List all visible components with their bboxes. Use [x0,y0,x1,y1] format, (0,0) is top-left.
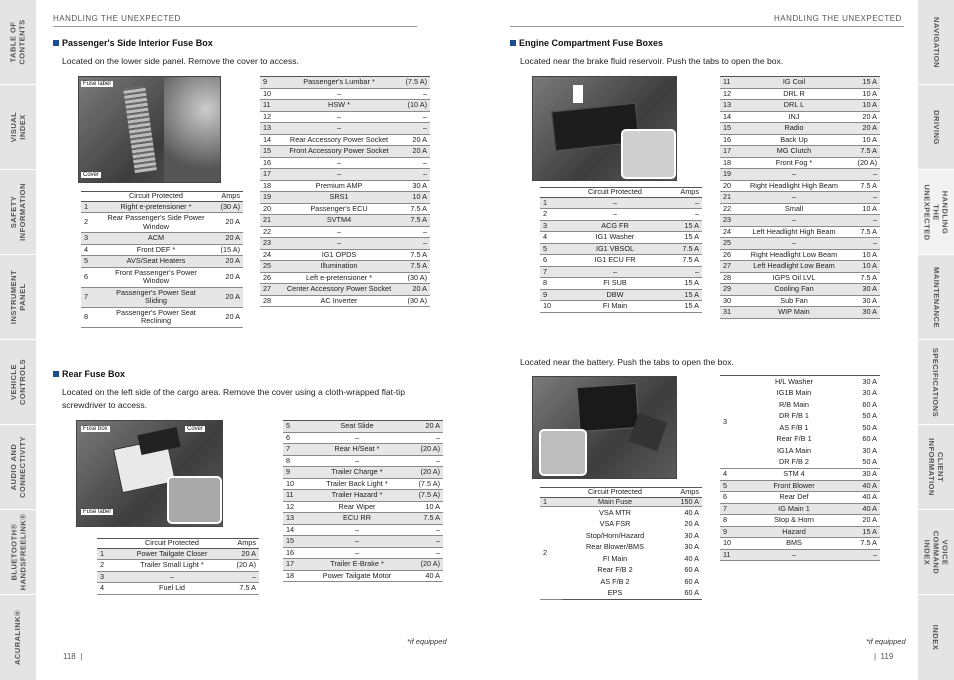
table-header: Circuit Protected Amps [81,192,243,202]
battery-fuse-table-1 [540,487,702,600]
passenger-fuse-table-2 [260,76,430,307]
table-row: 1 – – [540,197,702,209]
table-row: 18 Front Fog * (20 A) [720,157,880,169]
table-row: EPS 60 A [540,588,702,600]
table-row: IG1A Main 30 A [776,445,877,455]
fuse-box-callout: Fuse box [83,426,108,432]
table-row: 28 AC Inverter (30 A) [260,295,430,307]
tab-audio-connectivity[interactable]: AUDIO AND CONNECTIVITY [0,425,36,509]
engine-fuse-table-2 [720,76,880,319]
rear-fuse-table-2 [283,420,443,582]
table-row: 9 Trailer Charge * (20 A) [283,467,443,479]
table-row: 12 Rear Wiper 10 A [283,501,443,513]
table-row: 6 Rear Def 40 A [720,492,880,504]
cover-callout-rear: Cover [187,426,204,432]
passenger-fuse-box-description: Located on the lower side panel. Remove the cover to access. [62,56,299,66]
table-row: 15 Front Accessory Power Socket 20 A [260,146,430,158]
table-row: 29 Cooling Fan 30 A [720,284,880,296]
table-row: 9 DBW 15 A [540,289,702,301]
table-row: 17 Trailer E-Brake * (20 A) [283,559,443,571]
passenger-fuse-box-image [78,76,221,183]
table-row: AS F/B 2 60 A [600,576,699,586]
table-row: 10 BMS 7.5 A [720,538,880,550]
table-row: 21 SVTM4 7.5 A [260,215,430,227]
table-row: 14 INJ 20 A [720,111,880,123]
cover-callout: Cover [83,172,100,178]
table-row: 13 – – [260,123,430,135]
table-header: Circuit Protected Amps [540,488,702,498]
tab-driving[interactable]: DRIVING [918,85,954,169]
table-row: 8 Stop & Horn 20 A [720,515,880,527]
table-row: Rear F/B 1 60 A [776,434,877,443]
table-row: 24 Left Headlight High Beam 7.5 A [720,226,880,238]
table-row: 16 – – [260,157,430,169]
table-row: 5 AVS/Seat Heaters 20 A [81,256,243,268]
table-row: 12 – – [260,111,430,123]
table-row: 14 Rear Accessory Power Socket 20 A [260,134,430,146]
table-row: 3 – – [97,571,259,583]
table-row: 26 Right Headlight Low Beam 10 A [720,249,880,261]
table-row: AS F/B 1 50 A [779,422,877,432]
table-header: Circuit Protected Amps [540,188,702,198]
table-row: 16 Back Up 10 A [720,134,880,146]
table-row: 19 – – [720,169,880,181]
table-row: 11 Trailer Hazard * (7.5 A) [283,490,443,502]
table-row: 6 Front Passenger's Power Window 20 A [81,267,243,287]
table-row: FI Main 40 A [602,553,699,563]
table-row: 19 SRS1 10 A [260,192,430,204]
battery-fuse-box-description: Located near the battery. Push the tabs to open the box. [520,357,734,367]
section-title-passenger-fuse-box: Passenger's Side Interior Fuse Box [53,38,213,48]
table-row: 4 STM 4 30 A [720,469,880,481]
rear-fuse-table-1 [97,538,259,595]
table-row: 17 MG Clutch 7.5 A [720,146,880,158]
page-number-left: 118 | [63,652,83,661]
table-row: 27 Left Headlight Low Beam 10 A [720,261,880,273]
table-row: 11 – – [720,549,880,561]
table-row: 4 Front DEF * (15 A) [81,244,243,256]
table-row: 23 – – [260,238,430,250]
engine-fuse-box-image [532,76,677,181]
table-row: 5 Seat Slide 20 A [283,421,443,433]
table-row: 7 – – [540,266,702,278]
table-row: 1 Right e-pretensioner * (30 A) [81,201,243,213]
table-row: 7 IG Main 1 40 A [720,503,880,515]
fuse-label-callout: Fuse label [83,81,111,87]
table-row: 25 Illumination 7.5 A [260,261,430,273]
footnote-left: *if equipped [407,637,447,646]
table-row: 13 ECU RR 7.5 A [283,513,443,525]
table-row: 30 Sub Fan 30 A [720,295,880,307]
section-title-engine-fuse-boxes: Engine Compartment Fuse Boxes [510,38,663,48]
table-row: 7 Passenger's Power Seat Sliding 20 A [81,287,243,307]
table-row: 13 DRL L 10 A [720,100,880,112]
table-row: 21 – – [720,192,880,204]
table-row: 9 Hazard 15 A [720,526,880,538]
passenger-fuse-table-1 [81,191,243,328]
table-row: 8 FI SUB 15 A [540,278,702,290]
table-row: 15 – – [283,536,443,548]
table-row: 10 – – [260,88,430,100]
table-row: 11 HSW * (10 A) [260,100,430,112]
table-row: 20 Right Headlight High Beam 7.5 A [720,180,880,192]
tab-table-of-contents[interactable]: TABLE OF CONTENTS [0,0,36,84]
section-title-rear-fuse-box: Rear Fuse Box [53,369,125,379]
table-row: 17 – – [260,169,430,181]
table-row: 10 FI Main 15 A [540,301,702,313]
fuse-label-callout-rear: Fuse label [83,509,111,515]
table-header: Circuit Protected Amps [97,539,259,549]
tab-bluetooth-handsfreelink[interactable]: BLUETOOTH® HANDSFREELINK® [0,510,36,594]
table-row: Rear F/B 2 60 A [597,565,699,574]
table-row: VSA FSR 20 A [599,519,699,528]
tab-index[interactable]: INDEX [918,595,954,680]
table-row: 5 Front Blower 40 A [720,480,880,492]
table-row: 8 Passenger's Power Seat Reclining 20 A [81,307,243,327]
tab-client-information[interactable]: CLIENT INFORMATION [918,425,954,509]
rear-fuse-box-image [76,420,223,527]
table-row: 22 – – [260,226,430,238]
table-row: Rear Blower/BMS 30 A [586,542,699,551]
tab-visual-index[interactable]: VISUAL INDEX [0,85,36,169]
table-row: 14 – – [283,524,443,536]
table-row: 3 H/L Washer 30 A [720,376,880,388]
engine-fuse-box-description: Located near the brake fluid reservoir. Push the tabs to open the box. [520,56,784,66]
footnote-right: *if equipped [866,637,906,646]
table-row: 4 IG1 Washer 15 A [540,232,702,244]
table-row: 26 Left e-pretensioner * (30 A) [260,272,430,284]
table-row: 18 Power Tailgate Motor 40 A [283,570,443,582]
tab-specifications[interactable]: SPECIFICATIONS [918,340,954,424]
table-row: 28 IGPS Oil LVL 7.5 A [720,272,880,284]
table-row: 18 Premium AMP 30 A [260,180,430,192]
tab-acuralink[interactable]: ACURALINK® [0,595,36,680]
page-number-right: | 119 [874,652,894,661]
engine-fuse-table-1 [540,187,702,313]
battery-fuse-table-2 [720,375,880,561]
table-row: 8 – – [283,455,443,467]
table-row: 2 Trailer Small Light * (20 A) [97,560,259,572]
table-row: 23 – – [720,215,880,227]
table-row: 24 IG1 OPDS 7.5 A [260,249,430,261]
rear-fuse-box-description: Located on the left side of the cargo area. Remove the cover using a cloth-wrapped flat-tip screwdriver to access. [62,387,405,410]
table-row: R/B Main 60 A [778,399,877,409]
table-row: 10 Trailer Back Light * (7.5 A) [283,478,443,490]
table-row: 12 DRL R 10 A [720,88,880,100]
table-row: 5 IG1 VBSOL 7.5 A [540,243,702,255]
table-row: 16 – – [283,547,443,559]
tab-navigation[interactable]: NAVIGATION [918,0,954,84]
running-header-left: HANDLING THE UNEXPECTED [53,14,181,23]
table-row: 1 Power Tailgate Closer 20 A [97,548,259,560]
table-row: DR F/B 1 50 A [778,411,877,420]
table-row: 2 Rear Passenger's Side Power Window 20 A [81,213,243,233]
table-row: 20 Passenger's ECU 7.5 A [260,203,430,215]
table-row: 9 Passenger's Lumbar * (7.5 A) [260,77,430,89]
table-row: 2 – – [540,209,702,221]
table-row: 6 IG1 ECU FR 7.5 A [540,255,702,267]
table-row: 3 ACM 20 A [81,233,243,245]
table-row: DR F/B 2 50 A [720,457,880,469]
running-header-right: HANDLING THE UNEXPECTED [774,14,902,23]
table-row: 2 VSA MTR 40 A [540,507,702,519]
table-row: 27 Center Accessory Power Socket 20 A [260,284,430,296]
table-row: 22 Small 10 A [720,203,880,215]
table-row: 31 WIP Main 30 A [720,307,880,319]
table-row: 3 ACG FR 15 A [540,220,702,232]
table-row: Stop/Horn/Hazard 30 A [585,530,699,540]
table-row: 1 Main Fuse 150 A [540,497,702,507]
table-row: 11 IG Coil 15 A [720,77,880,89]
tab-instrument-panel[interactable]: INSTRUMENT PANEL [0,255,36,339]
table-row: 15 Radio 20 A [720,123,880,135]
table-row: 25 – – [720,238,880,250]
tab-safety-information[interactable]: SAFETY INFORMATION [0,170,36,254]
tab-handling-the-unexpected[interactable]: HANDLING THE UNEXPECTED [918,170,954,254]
tab-vehicle-controls[interactable]: VEHICLE CONTROLS [0,340,36,424]
table-row: 4 Fuel Lid 7.5 A [97,583,259,595]
table-row: 6 – – [283,432,443,444]
tab-voice-command-index[interactable]: VOICE COMMAND INDEX [918,510,954,594]
table-row: 7 Rear H/Seat * (20 A) [283,444,443,456]
table-row: IG1B Main 30 A [776,388,877,397]
battery-fuse-box-image [532,376,677,479]
tab-maintenance[interactable]: MAINTENANCE [918,255,954,339]
